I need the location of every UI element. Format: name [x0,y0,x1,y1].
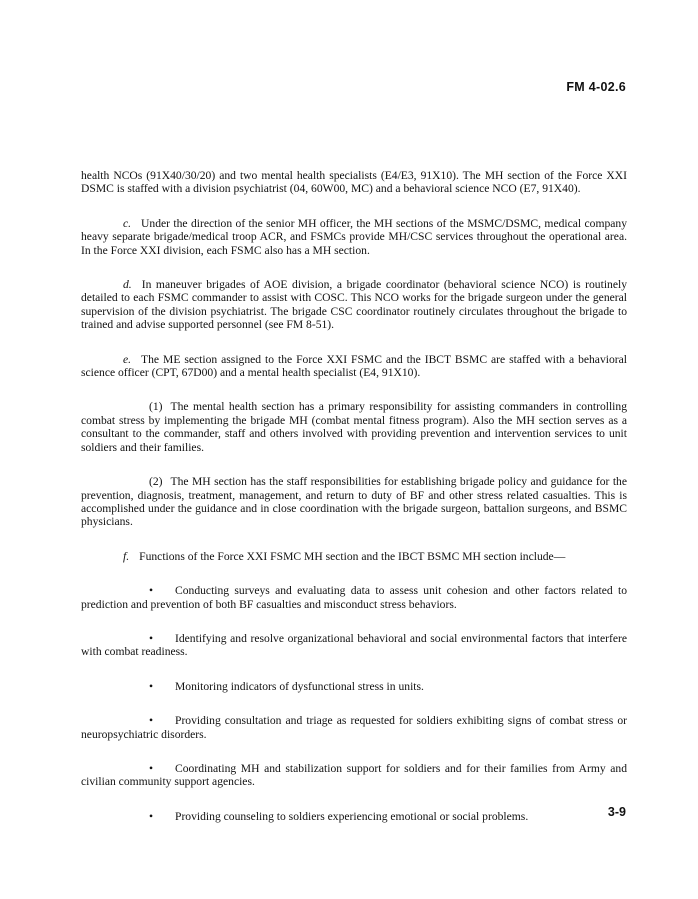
paragraph-label: f. [123,549,130,563]
bullet-icon: • [149,679,154,693]
paragraph-f [81,550,627,563]
bullet-text: Monitoring indicators of dysfunctional stress in units. [175,679,424,693]
bullet-icon: • [149,584,154,598]
bullet-item [81,762,627,789]
paragraph-text: In maneuver brigades of AOE division, a brigade coordinator (behavioral science NCO) is routinely detailed to each FSMC commander to assist with COSC. This NCO works for the brigade surgeon under the general supervision of the division psychiatrist. The brigade CSC coordinator routinely circulates throughout the brigade to trained and advise supported personnel (see FM 8-51). [81,278,627,332]
bullet-text: Coordinating MH and stabilization support for soldiers and for their families from Army and civilian community support agencies. [81,761,627,789]
paragraph-e-2 [81,475,627,529]
bullet-item [81,810,627,823]
paragraph-continuation: health NCOs (91X40/30/20) and two mental health specialists (E4/E3, 91X10). The MH section of the Force XXI DSMC is staffed with a division psychiatrist (04, 60W00, MC) and a behavioral science NCO (E7, 91X40). [81,169,627,196]
bullet-item [81,584,627,611]
document-id-header: FM 4-02.6 [566,80,626,94]
paragraph-text: The MH section has the staff responsibilities for establishing brigade policy and guidance for the prevention, diagnosis, treatment, management, and return to duty of BF and other stress related casualties. This is accomplished under the guidance and in close coordination with the brigade surgeon, battalion surgeons, and BSMC physicians. [81,475,627,529]
page-number: 3-9 [607,805,626,819]
bullet-text: Conducting surveys and evaluating data to assess unit cohesion and other factors related to prediction and prevention of both BF casualties and misconduct stress behaviors. [81,584,627,611]
paragraph-text: Functions of the Force XXI FSMC MH section and the IBCT BSMC MH section include— [139,549,566,563]
bullet-icon: • [149,631,154,645]
bullet-text: Providing counseling to soldiers experiencing emotional or social problems. [175,809,529,823]
paragraph-text: The mental health section has a primary responsibility for assisting commanders in controlling combat stress by implementing the brigade MH (combat mental fitness program). Also the MH section serves as a consultant to the commander, staff and others involved with providing prevention and intervention services to unit soldiers and their families. [81,400,627,454]
paragraph-text: Under the direction of the senior MH officer, the MH sections of the MSMC/DSMC, medical company heavy separate brigade/medical troop ACR, and FSMCs provide MH/CSC services throughout the operational area. In the Force XXI division, each FSMC also has a MH section. [81,216,627,257]
body-text [81,169,627,823]
bullet-item [81,632,627,659]
paragraph-text: The ME section assigned to the Force XXI FSMC and the IBCT BSMC are staffed with a behavioral science officer (CPT, 67D00) and a mental health specialist (E4, 91X10). [81,352,627,380]
paragraph-label: d. [123,278,132,292]
bullet-icon: • [149,809,154,823]
bullet-text: Providing consultation and triage as requested for soldiers exhibiting signs of combat stress or neuropsychiatric disorders. [81,714,627,741]
bullet-item [81,714,627,741]
bullet-text: Identifying and resolve organizational behavioral and social environmental factors that interfere with combat readiness. [81,631,627,659]
bullet-icon: • [149,714,154,728]
bullet-item [81,680,627,693]
paragraph-e-1 [81,400,627,454]
paragraph-label: e. [123,352,132,366]
paragraph-label: (2) [149,475,163,489]
paragraph-e [81,353,627,380]
paragraph-c [81,217,627,257]
paragraph-label: c. [123,216,132,230]
paragraph-d [81,278,627,332]
paragraph-label: (1) [149,400,163,414]
bullet-icon: • [149,761,154,775]
